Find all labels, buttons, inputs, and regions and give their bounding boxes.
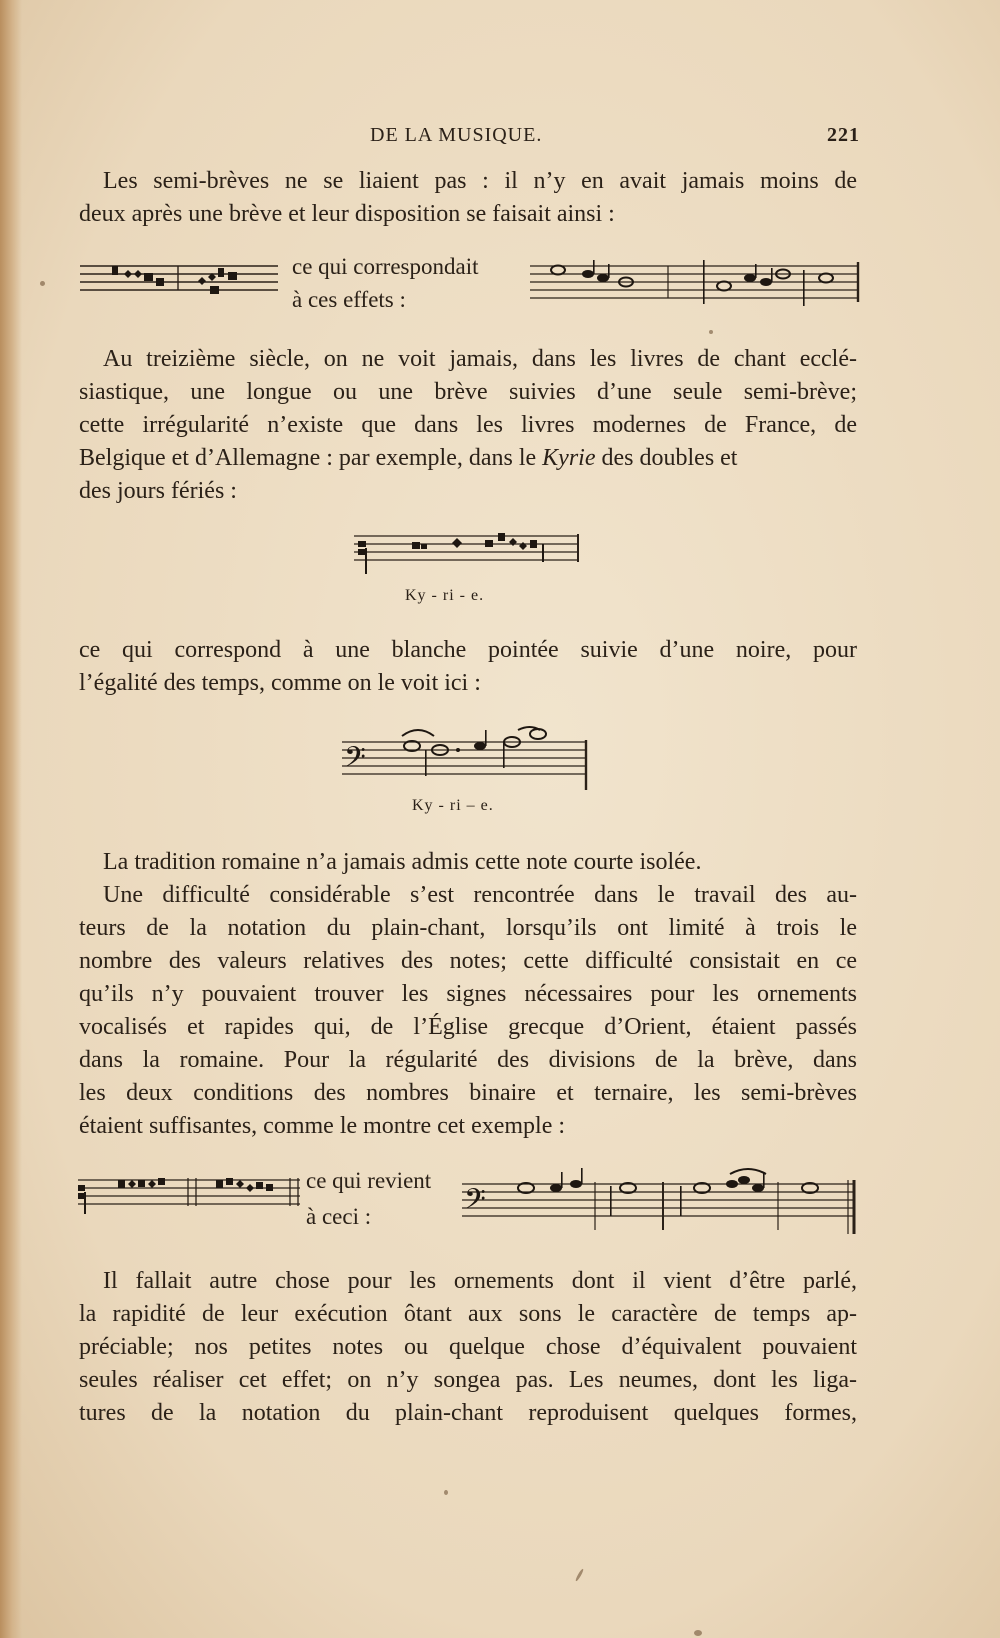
text-line: seules réaliser cet effet; on n’y songea pas. Les neumes, dont les liga- <box>79 1367 857 1393</box>
running-title: DE LA MUSIQUE. <box>370 124 543 146</box>
plainchant-staff-figure <box>78 256 283 306</box>
text-line: cette irrégularité n’existe que dans les livres modernes de France, de <box>79 412 857 438</box>
text-line: ce qui correspond à une blanche pointée suivie d’une noire, pour <box>79 637 857 663</box>
text-line: l’égalité des temps, comme on le voit ici : <box>79 670 481 696</box>
example-2-lyric: Ky - ri - e. <box>405 587 485 604</box>
text-fragment: des doubles et <box>601 445 738 471</box>
example-3-lyric: Ky - ri – e. <box>412 797 494 814</box>
paragraph-2 <box>79 343 857 508</box>
plainchant-staff-figure-2 <box>76 1172 304 1222</box>
kyrie-modern-staff <box>340 720 590 792</box>
example-1-caption-line-2: à ces effets : <box>292 287 406 312</box>
music-example-2-plainchant <box>352 528 582 580</box>
ink-speck <box>444 1490 448 1495</box>
ink-speck <box>709 330 713 334</box>
text-line: Il fallait autre chose pour les ornements dont il vient d’être parlé, <box>103 1268 857 1294</box>
modern-staff-figure-2 <box>460 1162 860 1242</box>
paragraph-1 <box>79 165 857 231</box>
example-4-caption-line-2: à ceci : <box>306 1204 372 1229</box>
text-line: vocalisés et rapides qui, de l’Église grecque d’Orient, étaient passés <box>79 1014 857 1040</box>
text-line: la rapidité de leur exécution ôtant aux sons le caractère de temps ap- <box>79 1301 857 1327</box>
bass-clef-icon: 𝄢 <box>344 741 366 781</box>
text-line: Les semi-brèves ne se liaient pas : il n’y en avait jamais moins de <box>103 168 857 194</box>
ink-speck <box>40 281 45 286</box>
bass-clef-icon: 𝄢 <box>464 1183 486 1223</box>
text-fragment: Belgique et d’Allemagne : par exemple, dans le <box>79 445 537 471</box>
ink-speck <box>694 1630 702 1636</box>
page-number: 221 <box>827 124 860 146</box>
music-example-3-modern <box>340 720 590 792</box>
text-line: La tradition romaine n’a jamais admis cette note courte isolée. <box>103 849 702 875</box>
italic-kyrie: Kyrie <box>542 445 596 471</box>
page-spine-shadow <box>0 0 22 1638</box>
paragraph-5 <box>79 1265 857 1430</box>
paragraph-4 <box>79 846 857 1143</box>
text-line: préciable; nos petites notes ou quelque chose d’équivalent pouvaient <box>79 1334 857 1360</box>
paragraph-3 <box>79 634 857 700</box>
text-line: des jours fériés : <box>79 478 237 504</box>
text-line: les deux conditions des nombres binaire et ternaire, les semi-brèves <box>79 1080 857 1106</box>
text-line: dans la romaine. Pour la régularité des divisions de la brève, dans <box>79 1047 857 1073</box>
text-line: tures de la notation du plain-chant reproduisent quelques formes, <box>79 1400 857 1426</box>
text-line: qu’ils n’y pouvaient trouver les signes nécessaires pour les ornements <box>79 981 857 1007</box>
text-line: nombre des valeurs relatives des notes; cette difficulté consistait en ce <box>79 948 857 974</box>
example-4-caption-line-1: ce qui revient <box>306 1168 432 1193</box>
text-line: siastique, une longue ou une brève suivies d’une seule semi-brève; <box>79 379 857 405</box>
text-line: teurs de la notation du plain-chant, lorsqu’ils ont limité à trois le <box>79 915 857 941</box>
music-example-1-modern <box>528 256 863 316</box>
text-line: Une difficulté considérable s’est rencontrée dans le travail des au- <box>103 882 857 908</box>
text-line: Au treizième siècle, on ne voit jamais, dans les livres de chant ecclé- <box>103 346 857 372</box>
ink-speck <box>575 1568 585 1582</box>
kyrie-plainchant-staff <box>352 528 582 580</box>
page-header <box>80 124 860 154</box>
modern-staff-figure <box>528 256 863 316</box>
text-line-with-italic <box>79 442 857 475</box>
text-line: étaient suffisantes, comme le montre cet exemple : <box>79 1113 566 1139</box>
music-example-1-plainchant <box>78 256 283 306</box>
music-example-4-modern <box>460 1162 860 1242</box>
example-1-caption-line-1: ce qui correspondait <box>292 254 479 279</box>
text-line: deux après une brève et leur disposition se faisait ainsi : <box>79 201 615 227</box>
music-example-4-plainchant <box>76 1172 304 1222</box>
